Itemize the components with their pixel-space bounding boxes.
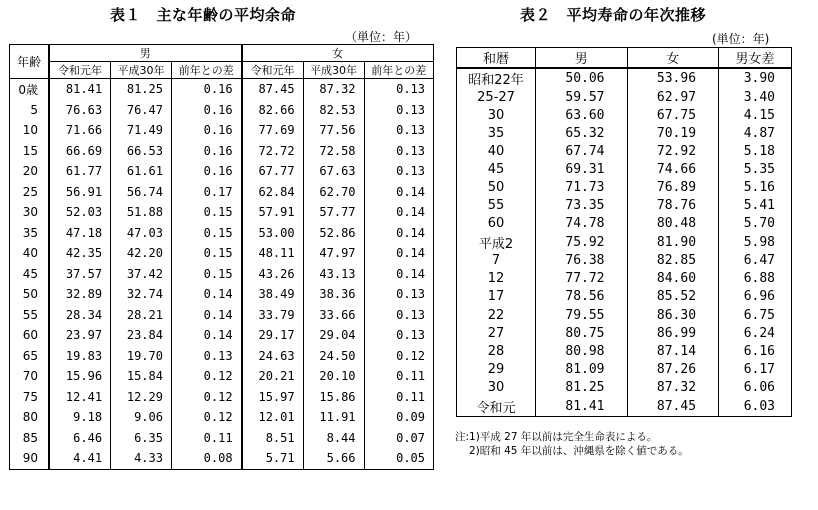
value-cell: 0.07 [364, 428, 433, 449]
value-cell: 71.66 [49, 120, 111, 141]
value-cell: 23.84 [111, 325, 172, 346]
value-cell: 6.75 [719, 306, 792, 324]
table-row [10, 305, 434, 326]
note-line: 注:1)平成 27 年以前は完全生命表による。 [455, 431, 658, 443]
value-cell: 52.86 [303, 223, 364, 244]
era-cell: 令和元 [457, 397, 536, 417]
life-expectancy-trend-table [456, 47, 792, 417]
value-cell: 9.06 [111, 407, 172, 428]
value-cell: 0.13 [364, 100, 433, 121]
value-cell: 0.13 [364, 325, 433, 346]
age-cell: 75 [10, 387, 50, 408]
value-cell: 6.16 [719, 342, 792, 360]
value-cell: 71.73 [536, 178, 628, 196]
era-cell: 25-27 [457, 88, 536, 106]
value-cell: 86.99 [627, 324, 719, 342]
era-cell: 平成2 [457, 233, 536, 252]
value-cell: 82.85 [627, 252, 719, 270]
value-cell: 38.49 [242, 284, 304, 305]
value-cell: 15.96 [49, 366, 111, 387]
value-cell: 82.53 [303, 100, 364, 121]
value-cell: 62.97 [627, 88, 719, 106]
value-cell: 0.12 [364, 346, 433, 367]
table2-title: 表２ 平均寿命の年次推移 [520, 6, 707, 24]
value-cell: 5.18 [719, 142, 792, 160]
value-cell: 73.35 [536, 197, 628, 215]
table1-unit: （単位：年） [345, 30, 418, 44]
value-cell: 62.70 [303, 182, 364, 203]
value-cell: 19.83 [49, 346, 111, 367]
value-cell: 3.40 [719, 88, 792, 106]
table-row [457, 397, 792, 417]
value-cell: 67.75 [627, 106, 719, 124]
value-cell: 76.38 [536, 252, 628, 270]
age-cell: 35 [10, 223, 50, 244]
value-cell: 0.15 [171, 243, 241, 264]
value-cell: 47.03 [111, 223, 172, 244]
value-cell: 0.15 [171, 264, 241, 285]
value-cell: 80.48 [627, 215, 719, 233]
era-cell: 昭和22年 [457, 68, 536, 88]
value-cell: 12.41 [49, 387, 111, 408]
table-row [10, 407, 434, 428]
age-cell: 40 [10, 243, 50, 264]
value-cell: 0.17 [171, 182, 241, 203]
table-row [10, 243, 434, 264]
subheader-cell: 平成30年 [111, 62, 172, 79]
value-cell: 72.92 [627, 142, 719, 160]
value-cell: 48.11 [242, 243, 304, 264]
value-cell: 81.09 [536, 360, 628, 378]
value-cell: 29.04 [303, 325, 364, 346]
table2-unit: (単位：年) [712, 32, 770, 46]
age-column-header: 年齢 [10, 45, 50, 79]
value-cell: 0.12 [171, 387, 241, 408]
value-cell: 82.66 [242, 100, 304, 121]
value-cell: 8.51 [242, 428, 304, 449]
age-cell: 80 [10, 407, 50, 428]
table-row [457, 342, 792, 360]
table1-body [10, 79, 434, 470]
value-cell: 43.26 [242, 264, 304, 285]
value-cell: 0.13 [364, 161, 433, 182]
value-cell: 20.21 [242, 366, 304, 387]
value-cell: 66.69 [49, 141, 111, 162]
value-cell: 77.69 [242, 120, 304, 141]
value-cell: 6.47 [719, 252, 792, 270]
value-cell: 6.96 [719, 288, 792, 306]
value-cell: 38.36 [303, 284, 364, 305]
value-cell: 32.74 [111, 284, 172, 305]
value-cell: 81.90 [627, 233, 719, 252]
table-row [10, 100, 434, 121]
female-column-header: 女 [627, 48, 719, 69]
value-cell: 50.06 [536, 68, 628, 88]
value-cell: 42.35 [49, 243, 111, 264]
value-cell: 15.84 [111, 366, 172, 387]
value-cell: 6.17 [719, 360, 792, 378]
value-cell: 0.14 [171, 325, 241, 346]
value-cell: 67.74 [536, 142, 628, 160]
value-cell: 37.42 [111, 264, 172, 285]
value-cell: 67.77 [242, 161, 304, 182]
value-cell: 85.52 [627, 288, 719, 306]
value-cell: 0.14 [364, 182, 433, 203]
table-row [10, 346, 434, 367]
era-cell: 45 [457, 160, 536, 178]
age-cell: 65 [10, 346, 50, 367]
value-cell: 0.14 [364, 223, 433, 244]
value-cell: 0.12 [171, 407, 241, 428]
value-cell: 72.58 [303, 141, 364, 162]
age-cell: 25 [10, 182, 50, 203]
value-cell: 0.13 [171, 346, 241, 367]
value-cell: 72.72 [242, 141, 304, 162]
value-cell: 29.17 [242, 325, 304, 346]
value-cell: 0.14 [171, 284, 241, 305]
table-row [457, 88, 792, 106]
table-row [10, 202, 434, 223]
value-cell: 0.16 [171, 161, 241, 182]
value-cell: 5.35 [719, 160, 792, 178]
value-cell: 15.86 [303, 387, 364, 408]
table-row [457, 215, 792, 233]
value-cell: 5.66 [303, 448, 364, 469]
value-cell: 33.79 [242, 305, 304, 326]
value-cell: 67.63 [303, 161, 364, 182]
value-cell: 57.77 [303, 202, 364, 223]
value-cell: 15.97 [242, 387, 304, 408]
subheader-cell: 令和元年 [242, 62, 304, 79]
value-cell: 74.78 [536, 215, 628, 233]
value-cell: 81.25 [111, 79, 172, 100]
age-cell: 90 [10, 448, 50, 469]
value-cell: 87.14 [627, 342, 719, 360]
value-cell: 61.77 [49, 161, 111, 182]
value-cell: 80.75 [536, 324, 628, 342]
value-cell: 0.16 [171, 120, 241, 141]
era-cell: 27 [457, 324, 536, 342]
value-cell: 81.25 [536, 378, 628, 396]
table-row [457, 252, 792, 270]
table-row [10, 182, 434, 203]
value-cell: 0.05 [364, 448, 433, 469]
table-row [457, 68, 792, 88]
value-cell: 0.12 [171, 366, 241, 387]
table1-title: 表１ 主な年齢の平均余命 [110, 6, 297, 24]
value-cell: 76.89 [627, 178, 719, 196]
table-row [10, 120, 434, 141]
value-cell: 51.88 [111, 202, 172, 223]
value-cell: 63.60 [536, 106, 628, 124]
value-cell: 5.71 [242, 448, 304, 469]
value-cell: 20.10 [303, 366, 364, 387]
value-cell: 24.50 [303, 346, 364, 367]
value-cell: 69.31 [536, 160, 628, 178]
gender-gap-column-header: 男女差 [719, 48, 792, 69]
male-group-header: 男 [49, 45, 242, 62]
table-row [457, 288, 792, 306]
value-cell: 77.56 [303, 120, 364, 141]
value-cell: 8.44 [303, 428, 364, 449]
value-cell: 23.97 [49, 325, 111, 346]
value-cell: 0.13 [364, 79, 433, 100]
value-cell: 19.70 [111, 346, 172, 367]
value-cell: 65.32 [536, 124, 628, 142]
table-row [457, 270, 792, 288]
era-cell: 50 [457, 178, 536, 196]
value-cell: 6.88 [719, 270, 792, 288]
age-cell: 85 [10, 428, 50, 449]
era-cell: 30 [457, 106, 536, 124]
age-cell: 60 [10, 325, 50, 346]
value-cell: 53.00 [242, 223, 304, 244]
era-cell: 22 [457, 306, 536, 324]
table-row [10, 141, 434, 162]
value-cell: 84.60 [627, 270, 719, 288]
value-cell: 6.46 [49, 428, 111, 449]
table-row [10, 325, 434, 346]
value-cell: 74.66 [627, 160, 719, 178]
value-cell: 24.63 [242, 346, 304, 367]
value-cell: 57.91 [242, 202, 304, 223]
value-cell: 70.19 [627, 124, 719, 142]
era-cell: 7 [457, 252, 536, 270]
subheader-cell: 前年との差 [171, 62, 241, 79]
age-cell: 55 [10, 305, 50, 326]
value-cell: 4.87 [719, 124, 792, 142]
table-row [457, 306, 792, 324]
value-cell: 47.18 [49, 223, 111, 244]
value-cell: 5.41 [719, 197, 792, 215]
value-cell: 9.18 [49, 407, 111, 428]
value-cell: 32.89 [49, 284, 111, 305]
subheader-cell: 前年との差 [364, 62, 433, 79]
value-cell: 76.63 [49, 100, 111, 121]
value-cell: 0.14 [364, 243, 433, 264]
age-cell: 10 [10, 120, 50, 141]
value-cell: 0.14 [171, 305, 241, 326]
value-cell: 78.76 [627, 197, 719, 215]
age-cell: 15 [10, 141, 50, 162]
value-cell: 87.45 [242, 79, 304, 100]
age-cell: 20 [10, 161, 50, 182]
value-cell: 87.32 [627, 378, 719, 396]
table-row [457, 106, 792, 124]
value-cell: 77.72 [536, 270, 628, 288]
age-cell: 5 [10, 100, 50, 121]
table-row [10, 387, 434, 408]
value-cell: 6.35 [111, 428, 172, 449]
era-cell: 60 [457, 215, 536, 233]
age-cell: 30 [10, 202, 50, 223]
value-cell: 0.15 [171, 202, 241, 223]
value-cell: 0.11 [364, 366, 433, 387]
value-cell: 79.55 [536, 306, 628, 324]
value-cell: 0.14 [364, 202, 433, 223]
era-cell: 17 [457, 288, 536, 306]
value-cell: 0.16 [171, 79, 241, 100]
value-cell: 76.47 [111, 100, 172, 121]
subheader-cell: 令和元年 [49, 62, 111, 79]
value-cell: 4.15 [719, 106, 792, 124]
value-cell: 0.08 [171, 448, 241, 469]
value-cell: 71.49 [111, 120, 172, 141]
value-cell: 33.66 [303, 305, 364, 326]
table-row [10, 366, 434, 387]
table-row [457, 124, 792, 142]
value-cell: 0.13 [364, 305, 433, 326]
table-row [457, 160, 792, 178]
value-cell: 28.21 [111, 305, 172, 326]
note-line: 2)昭和 45 年以前は、沖縄県を除く値である。 [469, 445, 689, 457]
table-row [457, 324, 792, 342]
era-cell: 12 [457, 270, 536, 288]
value-cell: 80.98 [536, 342, 628, 360]
age-cell: 0歳 [10, 79, 50, 100]
value-cell: 0.16 [171, 100, 241, 121]
value-cell: 28.34 [49, 305, 111, 326]
value-cell: 3.90 [719, 68, 792, 88]
table-row [10, 264, 434, 285]
era-cell: 55 [457, 197, 536, 215]
table-row [457, 178, 792, 196]
value-cell: 87.45 [627, 397, 719, 417]
subheader-cell: 平成30年 [303, 62, 364, 79]
age-cell: 70 [10, 366, 50, 387]
table-row [10, 161, 434, 182]
table-row [10, 79, 434, 100]
value-cell: 75.92 [536, 233, 628, 252]
era-cell: 28 [457, 342, 536, 360]
value-cell: 6.24 [719, 324, 792, 342]
value-cell: 47.97 [303, 243, 364, 264]
value-cell: 66.53 [111, 141, 172, 162]
era-cell: 40 [457, 142, 536, 160]
male-column-header: 男 [536, 48, 628, 69]
table2-body [457, 68, 792, 416]
value-cell: 43.13 [303, 264, 364, 285]
table-row [457, 142, 792, 160]
value-cell: 12.29 [111, 387, 172, 408]
value-cell: 0.11 [171, 428, 241, 449]
value-cell: 86.30 [627, 306, 719, 324]
value-cell: 53.96 [627, 68, 719, 88]
value-cell: 0.13 [364, 141, 433, 162]
value-cell: 81.41 [536, 397, 628, 417]
value-cell: 12.01 [242, 407, 304, 428]
value-cell: 4.41 [49, 448, 111, 469]
life-expectancy-by-age-table [9, 44, 434, 470]
value-cell: 5.70 [719, 215, 792, 233]
value-cell: 62.84 [242, 182, 304, 203]
table-row [10, 428, 434, 449]
table-row [10, 284, 434, 305]
value-cell: 81.41 [49, 79, 111, 100]
era-cell: 29 [457, 360, 536, 378]
table-row [457, 233, 792, 252]
age-cell: 45 [10, 264, 50, 285]
value-cell: 56.74 [111, 182, 172, 203]
table-row [457, 378, 792, 396]
value-cell: 42.20 [111, 243, 172, 264]
value-cell: 0.13 [364, 284, 433, 305]
value-cell: 11.91 [303, 407, 364, 428]
value-cell: 0.09 [364, 407, 433, 428]
value-cell: 4.33 [111, 448, 172, 469]
value-cell: 87.32 [303, 79, 364, 100]
value-cell: 37.57 [49, 264, 111, 285]
value-cell: 59.57 [536, 88, 628, 106]
era-cell: 30 [457, 378, 536, 396]
value-cell: 61.61 [111, 161, 172, 182]
value-cell: 0.16 [171, 141, 241, 162]
value-cell: 5.98 [719, 233, 792, 252]
value-cell: 0.13 [364, 120, 433, 141]
value-cell: 0.11 [364, 387, 433, 408]
table-row [10, 448, 434, 469]
value-cell: 78.56 [536, 288, 628, 306]
table2-notes [455, 430, 689, 458]
table-row [10, 223, 434, 244]
era-column-header: 和暦 [457, 48, 536, 69]
value-cell: 0.15 [171, 223, 241, 244]
age-cell: 50 [10, 284, 50, 305]
value-cell: 5.16 [719, 178, 792, 196]
table-row [457, 197, 792, 215]
value-cell: 56.91 [49, 182, 111, 203]
value-cell: 0.14 [364, 264, 433, 285]
value-cell: 52.03 [49, 202, 111, 223]
value-cell: 87.26 [627, 360, 719, 378]
era-cell: 35 [457, 124, 536, 142]
table-row [457, 360, 792, 378]
value-cell: 6.06 [719, 378, 792, 396]
female-group-header: 女 [242, 45, 434, 62]
value-cell: 6.03 [719, 397, 792, 417]
